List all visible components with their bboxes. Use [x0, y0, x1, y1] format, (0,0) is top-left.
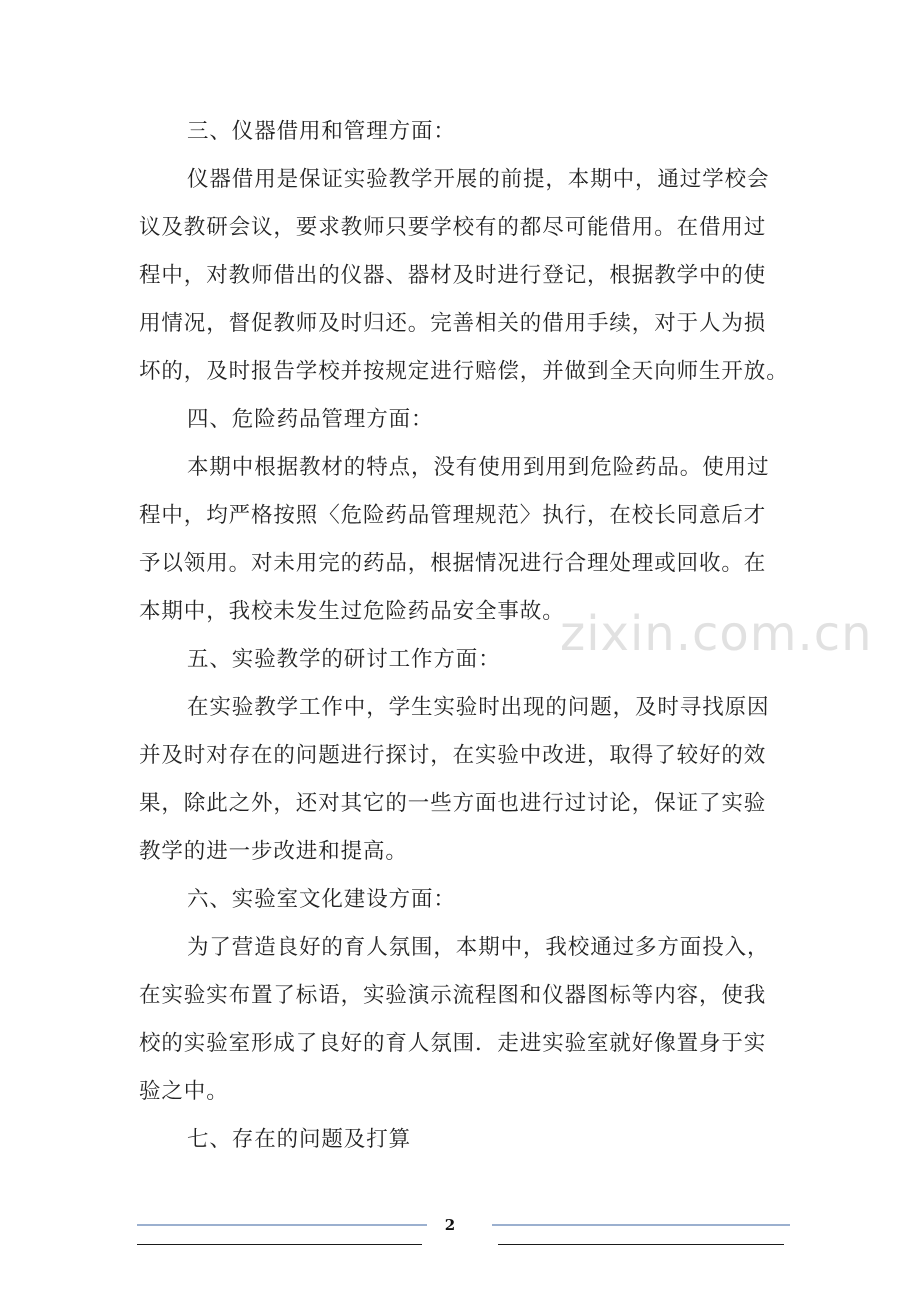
footer-rule-left-bottom — [137, 1244, 422, 1245]
page-number: 2 — [444, 1216, 456, 1234]
section-heading: 五、实验教学的研讨工作方面： — [187, 647, 501, 672]
section-heading: 七、存在的问题及打算 — [187, 1127, 412, 1152]
paragraph-line: 果，除此之外，还对其它的一些方面也进行过讨论，保证了实验 — [139, 791, 767, 816]
paragraph-line: 坏的，及时报告学校并按规定进行赔偿，并做到全天向师生开放。 — [139, 359, 789, 384]
paragraph-line: 程中，对教师借出的仪器、器材及时进行登记，根据教学中的使 — [139, 263, 767, 288]
paragraph-line: 教学的进一步改进和提高。 — [139, 839, 408, 864]
section-hazardous-chemicals — [139, 396, 787, 636]
footer-rule-right-bottom — [498, 1244, 784, 1245]
paragraph-line: 仪器借用是保证实验教学开展的前提，本期中，通过学校会 — [187, 167, 770, 192]
paragraph-line: 程中，均严格按照〈危险药品管理规范〉执行，在校长同意后才 — [139, 503, 767, 528]
section-instrument-borrowing — [139, 108, 787, 396]
paragraph-line: 议及教研会议，要求教师只要学校有的都尽可能借用。在借用过 — [139, 215, 767, 240]
paragraph-line: 本期中，我校未发生过危险药品安全事故。 — [139, 599, 565, 624]
paragraph-line: 在实验实布置了标语，实验演示流程图和仪器图标等内容，使我 — [139, 983, 767, 1008]
section-problems-plans — [139, 1116, 787, 1164]
paragraph-line: 并及时对存在的问题进行探讨，在实验中改进，取得了较好的效 — [139, 743, 767, 768]
page-footer — [0, 1212, 920, 1252]
paragraph-line: 本期中根据教材的特点，没有使用到用到危险药品。使用过 — [187, 455, 770, 480]
paragraph-line: 在实验教学工作中，学生实验时出现的问题，及时寻找原因 — [187, 695, 770, 720]
watermark: zixin.com.cn — [560, 606, 873, 662]
paragraph-line: 予以领用。对未用完的药品，根据情况进行合理处理或回收。在 — [139, 551, 767, 576]
section-lab-culture — [139, 876, 787, 1116]
footer-rule-left-top — [137, 1224, 427, 1226]
paragraph-line: 验之中。 — [139, 1079, 229, 1104]
paragraph-line: 用情况，督促教师及时归还。完善相关的借用手续，对于人为损 — [139, 311, 767, 336]
paragraph-line: 校的实验室形成了良好的育人氛围．走进实验室就好像置身于实 — [139, 1031, 767, 1056]
section-heading: 三、仪器借用和管理方面： — [187, 119, 456, 144]
section-heading: 四、危险药品管理方面： — [187, 407, 434, 432]
paragraph-line: 为了营造良好的育人氛围，本期中，我校通过多方面投入， — [187, 935, 770, 960]
section-heading: 六、实验室文化建设方面： — [187, 887, 456, 912]
section-teaching-research — [139, 636, 787, 876]
footer-rule-right-top — [492, 1224, 790, 1226]
